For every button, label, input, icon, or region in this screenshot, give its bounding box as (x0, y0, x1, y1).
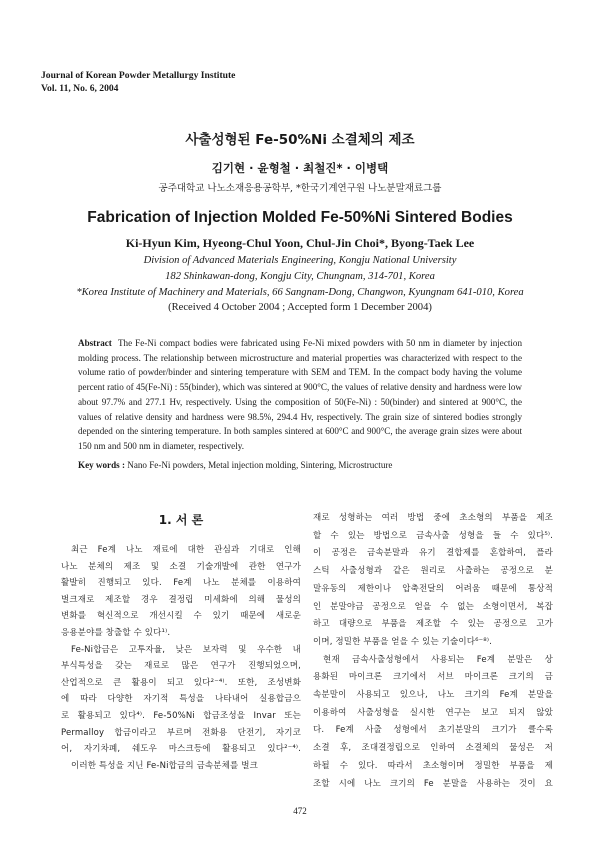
body-text-line: Permalloy 합금이라고 부르며 전화용 단전기, 자기코 (61, 727, 301, 738)
body-text-line: 하될 수 있다. 따라서 초소형이며 정밀한 부품을 제 (313, 760, 553, 771)
journal-header (41, 69, 235, 95)
received-dates: (Received 4 October 2004 ; Accepted form 1 December 2004) (168, 302, 432, 313)
body-text-line: 변화를 혁신적으로 개선시킬 수 있기 때문에 새로운 (61, 611, 301, 622)
body-text-line: Fe-Ni합금은 고투자율, 낮은 보자력 및 우수한 내 (71, 644, 301, 655)
body-text-line: 이러한 특성을 지닌 Fe-Ni합금의 금속분체를 벌크 (71, 760, 258, 771)
body-text-line: 재로 성형하는 여러 방법 중에 초소형의 부품을 제조 (313, 513, 553, 523)
korean-title: 사출성형된 Fe-50%Ni 소결체의 제조 (185, 132, 415, 148)
keywords-label: Key words : (78, 460, 125, 470)
body-text-line: 속분말이 사용되고 있으나, 나노 크기의 Fe계 분말을 (313, 690, 553, 700)
body-text-line: 응용분야를 창출할 수 있다¹⁾. (61, 628, 171, 638)
body-text-line: 다. Fe계 사출 성형에서 초기분말의 크기가 클수록 (313, 725, 553, 736)
journal-volume: Vol. 11, No. 6, 2004 (41, 83, 119, 94)
body-text-line: 부식특성을 갖는 재료로 많은 연구가 진행되었으며, (61, 661, 301, 672)
body-text-line: 이며, 정밀한 부품을 얻을 수 있는 기술이다⁶⁻⁸⁾. (313, 636, 492, 647)
body-text-line: 인 분말야금 공정으로 얻을 수 없는 소형이면서, 복잡 (313, 601, 553, 612)
body-text-line: 이용하여 사출성형을 실시한 연구는 보고 되지 않았 (313, 707, 553, 718)
english-affiliation-line: *Korea Institute of Machinery and Materials, 66 Sangnam-Dong, Changwon, Kyungnam 641-010, Korea (76, 287, 524, 298)
abstract (78, 336, 522, 454)
keywords (78, 460, 538, 470)
korean-affiliation: 공주대학교 나노소재응용공학부, *한국기계연구원 나노분말재료그룹 (158, 183, 442, 194)
page-number: 472 (293, 806, 307, 816)
english-authors: Ki-Hyun Kim, Hyeong-Chul Yoon, Chul-Jin Choi*, Byong-Taek Lee (125, 236, 475, 250)
abstract-text: The Fe-Ni compact bodies were fabricated using Fe-Ni mixed powders with 50 nm in diameter by injection molding process. The relationship between microstructure and material properties was characterized with respect to the volume ratio of powder/binder and sintering temperature with SEM and TEM. In the compact body having the volume percent ratio of 45(Fe-Ni) : 55(binder), which was sintered at 900°C, the values of relative density and hardness were low about 97.7% and 277.1 Hv, respectively. Using the composition of 50(Fe-Ni) : 50(binder) and sintered at 900°C, the values of relative density and hardness were 98.5%, 294.4 Hv, respectively. The grain size of sintered bodies strongly depended on the sintering temperature. In both samples sintered at 600°C and 900°C, the average grain sizes were about 150 nm and 500 nm in diameter, respectively. (78, 338, 522, 451)
english-title: Fabrication of Injection Molded Fe-50%Ni Sintered Bodies (87, 209, 513, 226)
journal-name: Journal of Korean Powder Metallurgy Institute (41, 70, 236, 81)
korean-authors: 김기현 · 윤형철 · 최철진* · 이병택 (211, 161, 389, 175)
body-text-line: 활발히 진행되고 있다. Fe계 나노 분체를 이용하여 (61, 578, 301, 589)
section-heading-introduction: 1. 서 론 (158, 513, 204, 527)
body-text-line: 에 따라 다양한 자기적 특성을 나타내어 실용합금으 (61, 694, 301, 705)
keywords-text: Nano Fe-Ni powders, Metal injection molding, Sintering, Microstructure (127, 460, 393, 470)
body-text-line: 로 활용되고 있다⁴⁾. Fe-50%Ni 합금조성을 Invar 또는 (61, 711, 301, 721)
body-text-line: 최근 Fe계 나노 재료에 대한 관심과 기대로 인해 (71, 545, 301, 555)
body-text-line: 벌크재로 제조할 경우 결정립 미세화에 의해 물성의 (61, 594, 301, 605)
body-text-line: 어, 자기차폐, 쉐도우 마스크등에 활용되고 있다²⁻⁴⁾. (61, 744, 301, 755)
body-text-line: 할 수 있는 방법으로 금속사출 성형을 들 수 있다⁵⁾. (313, 530, 553, 541)
body-text-line: 산업적으로 큰 활용이 되고 있다²⁻⁴⁾. 또한, 조성변화 (61, 677, 301, 688)
body-text-line: 하고 대량으로 부품을 제조할 수 있는 공정으로 고가 (313, 619, 553, 630)
english-affiliation-line: 182 Shinkawan-dong, Kongju City, Chungnam, 314-701, Korea (165, 271, 435, 282)
abstract-label: Abstract (78, 338, 112, 348)
body-text-line: 현재 금속사출성형에서 사용되는 Fe계 분말은 상 (323, 654, 553, 665)
body-text-line: 스틱 사출성형과 같은 원리로 사출하는 공정으로 분 (313, 566, 553, 577)
body-text-line: 소결 후, 조대결정립으로 인하여 소결체의 물성은 저 (313, 743, 553, 754)
body-text-line: 조할 시에 나노 크기의 Fe 분말을 사용하는 것이 요 (313, 778, 553, 789)
body-text-line: 용화된 마이크론 크기에서 서브 마이크론 크기의 금 (313, 672, 553, 683)
english-affiliation-line: Division of Advanced Materials Engineering, Kongju National University (143, 255, 457, 266)
body-text-line: 나노 분체의 제조 및 소결 기술개발에 관한 연구가 (61, 561, 301, 572)
body-text-line: 말유동의 제한이나 압축전달의 어려움 때문에 통상적 (313, 583, 553, 594)
body-text-line: 이 공정은 금속분말과 유기 결합제를 혼합하여, 플라 (313, 548, 553, 559)
